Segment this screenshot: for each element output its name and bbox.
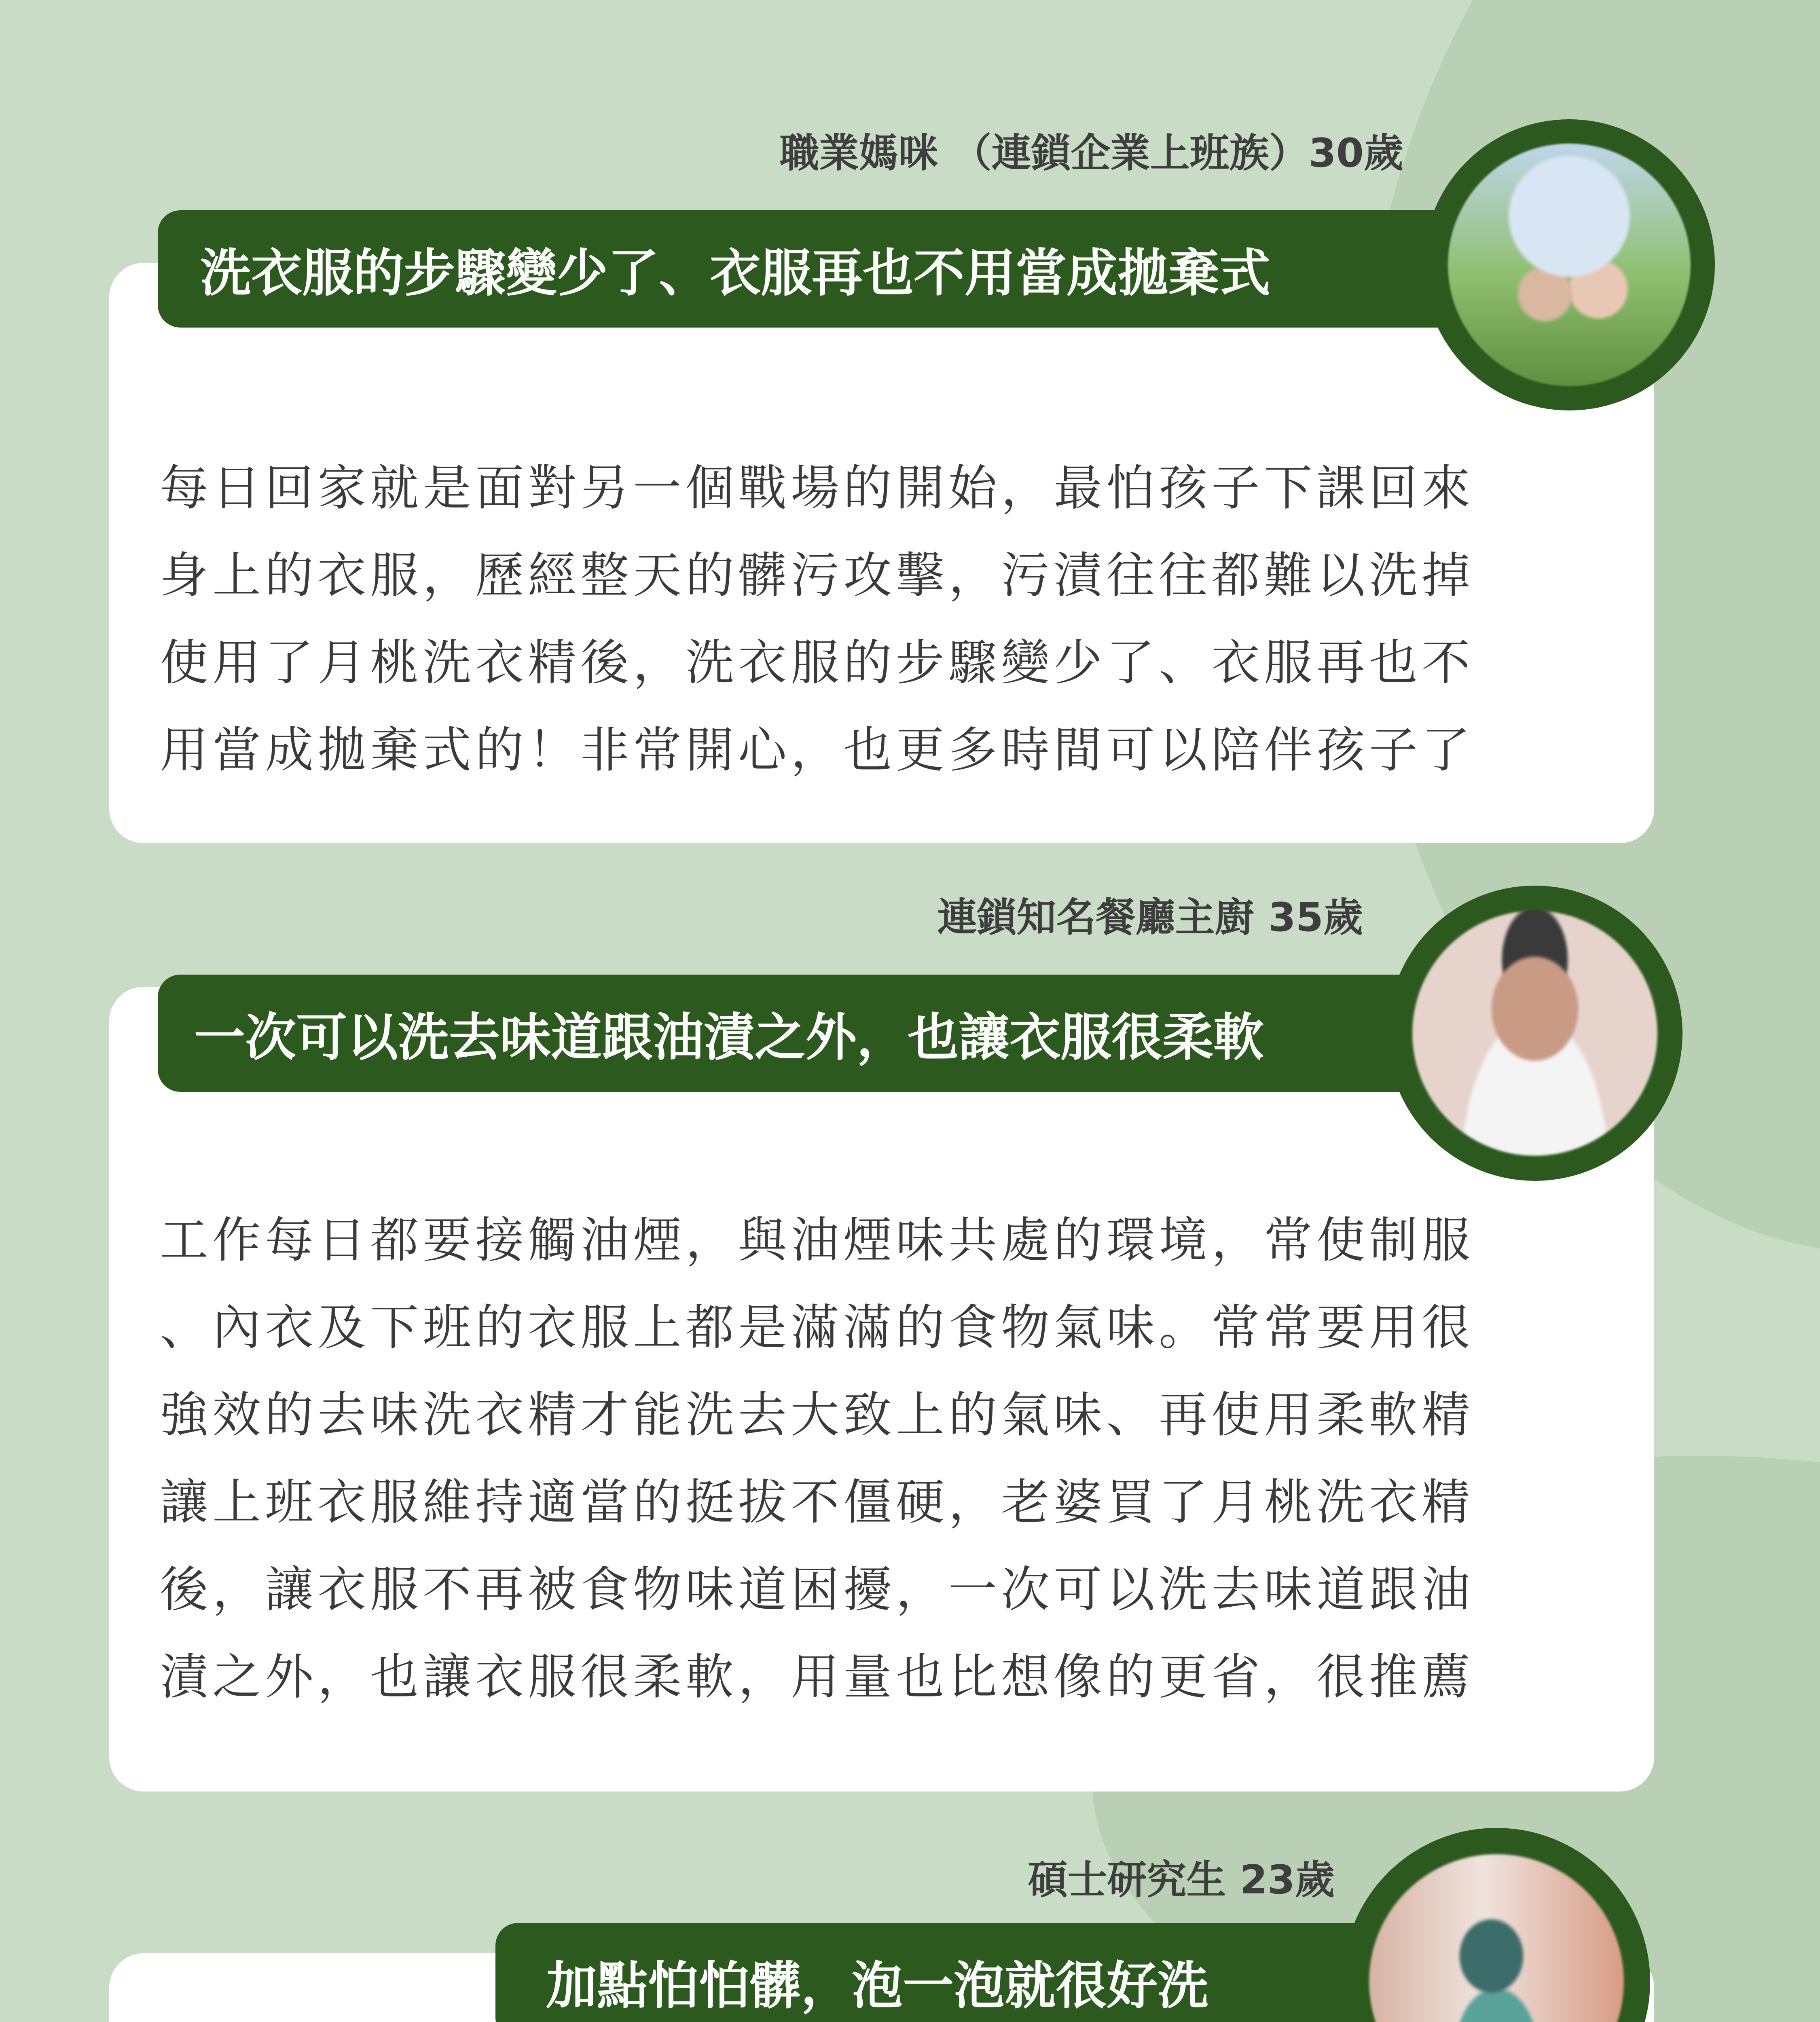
testimonial-body (160, 445, 1604, 794)
body-line: 、內衣及下班的衣服上都是滿滿的食物氣味。常常要用很 (160, 1300, 1474, 1356)
testimonial-headline: 加點怕怕髒，泡一泡就很好洗 (495, 1923, 1438, 2022)
body-line: 身上的衣服，歷經整天的髒污攻擊，污漬往往都難以洗掉 (160, 548, 1474, 604)
body-line: 用當成拋棄式的！非常開心，也更多時間可以陪伴孩子了 (160, 722, 1474, 778)
body-line: 強效的去味洗衣精才能洗去大致上的氣味、再使用柔軟精 (160, 1387, 1474, 1443)
body-line: 漬之外，也讓衣服很柔軟，用量也比想像的更省，很推薦 (160, 1649, 1474, 1705)
body-line: 讓上班衣服維持適當的挺拔不僵硬，老婆買了月桃洗衣精 (160, 1474, 1474, 1531)
avatar (1412, 911, 1657, 1156)
testimonial-meta: 碩士研究生 23歲 (1028, 1857, 1335, 1903)
testimonial-card (109, 263, 1654, 843)
body-line: 後，讓衣服不再被食物味道困擾，一次可以洗去味道跟油 (160, 1562, 1474, 1618)
testimonial-meta: 連鎖知名餐廳主廚 35歲 (937, 895, 1363, 941)
testimonial-headline: 洗衣服的步驟變少了、衣服再也不用當成拋棄式 (158, 210, 1492, 328)
body-line: 使用了月桃洗衣精後，洗衣服的步驟變少了、衣服再也不 (160, 635, 1474, 691)
body-line: 工作每日都要接觸油煙，與油煙味共處的環境，常使制服 (160, 1212, 1474, 1269)
testimonial-headline: 一次可以洗去味道跟油漬之外，也讓衣服很柔軟 (158, 975, 1472, 1092)
avatar-ring (1387, 886, 1682, 1181)
testimonial-body (160, 1197, 1604, 1721)
body-line: 每日回家就是面對另一個戰場的開始，最怕孩子下課回來 (160, 460, 1474, 516)
avatar-ring (1424, 119, 1715, 410)
avatar (1369, 1854, 1624, 2022)
testimonial-meta: 職業媽咪 （連鎖企業上班族）30歲 (779, 130, 1403, 176)
avatar (1448, 144, 1691, 386)
